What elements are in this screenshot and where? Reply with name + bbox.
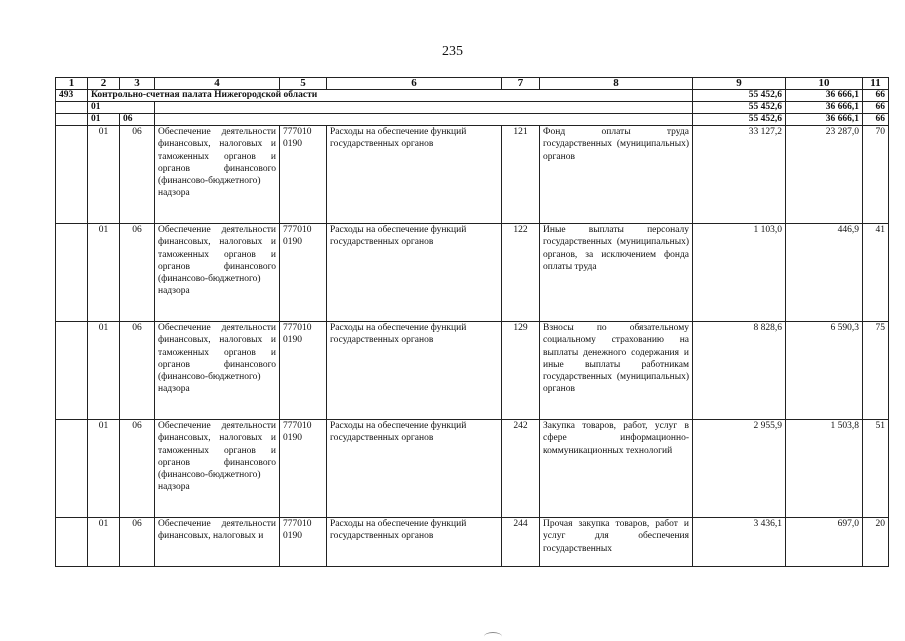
subsection-code: 06 — [120, 322, 155, 420]
column-header: 5 — [280, 78, 327, 90]
subsection-code: 06 — [120, 224, 155, 322]
agency-code — [56, 126, 88, 224]
subsection-name: Обеспечение деятельности финансовых, налоговых и таможенных органов и органов финансового (финансово-бюджетного) надзора — [155, 224, 280, 322]
amount-actual: 697,0 — [786, 518, 863, 567]
expense-type-name: Прочая закупка товаров, работ и услуг для обеспечения государственных — [540, 518, 693, 567]
section-code: 01 — [88, 224, 120, 322]
percent: 70 — [863, 126, 889, 224]
section-code: 01 — [88, 102, 155, 114]
amount-plan: 1 103,0 — [693, 224, 786, 322]
amount-plan: 33 127,2 — [693, 126, 786, 224]
column-header: 6 — [327, 78, 502, 90]
summary-row — [56, 90, 889, 102]
target-article-name: Расходы на обеспечение функций государственных органов — [327, 322, 502, 420]
expense-type-code: 129 — [502, 322, 540, 420]
section-code: 01 — [88, 518, 120, 567]
empty-cell — [155, 102, 693, 114]
summary-row — [56, 114, 889, 126]
expense-type-code: 121 — [502, 126, 540, 224]
subsection-code: 06 — [120, 114, 155, 126]
percent: 66 — [863, 90, 889, 102]
target-article-code: 777010 0190 — [280, 322, 327, 420]
amount-actual: 1 503,8 — [786, 420, 863, 518]
budget-table — [55, 77, 889, 567]
table-row — [56, 518, 889, 567]
column-header: 8 — [540, 78, 693, 90]
table-row — [56, 420, 889, 518]
target-article-code: 777010 0190 — [280, 420, 327, 518]
target-article-name: Расходы на обеспечение функций государственных органов — [327, 518, 502, 567]
column-header: 2 — [88, 78, 120, 90]
amount-actual: 36 666,1 — [786, 102, 863, 114]
subsection-name: Обеспечение деятельности финансовых, налоговых и — [155, 518, 280, 567]
amount-plan: 2 955,9 — [693, 420, 786, 518]
column-header: 7 — [502, 78, 540, 90]
section-code: 01 — [88, 114, 120, 126]
page-number: 235 — [442, 44, 463, 59]
amount-actual: 23 287,0 — [786, 126, 863, 224]
amount-actual: 6 590,3 — [786, 322, 863, 420]
agency-code: 493 — [56, 90, 88, 102]
subsection-code: 06 — [120, 420, 155, 518]
column-header: 1 — [56, 78, 88, 90]
table-row — [56, 126, 889, 224]
expense-type-name: Фонд оплаты труда государственных (муниципальных) органов — [540, 126, 693, 224]
column-header: 11 — [863, 78, 889, 90]
table-row — [56, 224, 889, 322]
target-article-code: 777010 0190 — [280, 518, 327, 567]
percent: 41 — [863, 224, 889, 322]
subsection-code: 06 — [120, 518, 155, 567]
percent: 66 — [863, 102, 889, 114]
agency-code — [56, 420, 88, 518]
column-header: 3 — [120, 78, 155, 90]
table-row — [56, 322, 889, 420]
agency-code — [56, 224, 88, 322]
summary-row — [56, 102, 889, 114]
amount-plan: 55 452,6 — [693, 90, 786, 102]
target-article-name: Расходы на обеспечение функций государственных органов — [327, 420, 502, 518]
amount-plan: 55 452,6 — [693, 102, 786, 114]
column-header: 4 — [155, 78, 280, 90]
percent: 75 — [863, 322, 889, 420]
expense-type-code: 244 — [502, 518, 540, 567]
percent: 20 — [863, 518, 889, 567]
amount-plan: 55 452,6 — [693, 114, 786, 126]
subsection-code: 06 — [120, 126, 155, 224]
percent: 51 — [863, 420, 889, 518]
agency-code — [56, 102, 88, 114]
section-code: 01 — [88, 126, 120, 224]
expense-type-code: 242 — [502, 420, 540, 518]
target-article-code: 777010 0190 — [280, 126, 327, 224]
column-header: 9 — [693, 78, 786, 90]
expense-type-name: Иные выплаты персоналу государственных (муниципальных) органов, за исключением фонда оплаты труда — [540, 224, 693, 322]
empty-cell — [155, 114, 693, 126]
amount-actual: 36 666,1 — [786, 90, 863, 102]
target-article-code: 777010 0190 — [280, 224, 327, 322]
agency-code — [56, 114, 88, 126]
amount-plan: 3 436,1 — [693, 518, 786, 567]
target-article-name: Расходы на обеспечение функций государственных органов — [327, 126, 502, 224]
subsection-name: Обеспечение деятельности финансовых, налоговых и таможенных органов и органов финансового (финансово-бюджетного) надзора — [155, 126, 280, 224]
amount-actual: 36 666,1 — [786, 114, 863, 126]
agency-code — [56, 518, 88, 567]
amount-actual: 446,9 — [786, 224, 863, 322]
target-article-name: Расходы на обеспечение функций государственных органов — [327, 224, 502, 322]
agency-code — [56, 322, 88, 420]
subsection-name: Обеспечение деятельности финансовых, налоговых и таможенных органов и органов финансового (финансово-бюджетного) надзора — [155, 420, 280, 518]
column-header: 10 — [786, 78, 863, 90]
percent: 66 — [863, 114, 889, 126]
section-code: 01 — [88, 420, 120, 518]
agency-name: Контрольно-счетная палата Нижегородской области — [88, 90, 693, 102]
expense-type-name: Закупка товаров, работ, услуг в сфере информационно-коммуникационных технологий — [540, 420, 693, 518]
amount-plan: 8 828,6 — [693, 322, 786, 420]
expense-type-name: Взносы по обязательному социальному страхованию на выплаты денежного содержания и иные выплаты работникам государственных (муниципальных) органов — [540, 322, 693, 420]
subsection-name: Обеспечение деятельности финансовых, налоговых и таможенных органов и органов финансового (финансово-бюджетного) надзора — [155, 322, 280, 420]
expense-type-code: 122 — [502, 224, 540, 322]
section-code: 01 — [88, 322, 120, 420]
column-header-row — [56, 78, 889, 90]
